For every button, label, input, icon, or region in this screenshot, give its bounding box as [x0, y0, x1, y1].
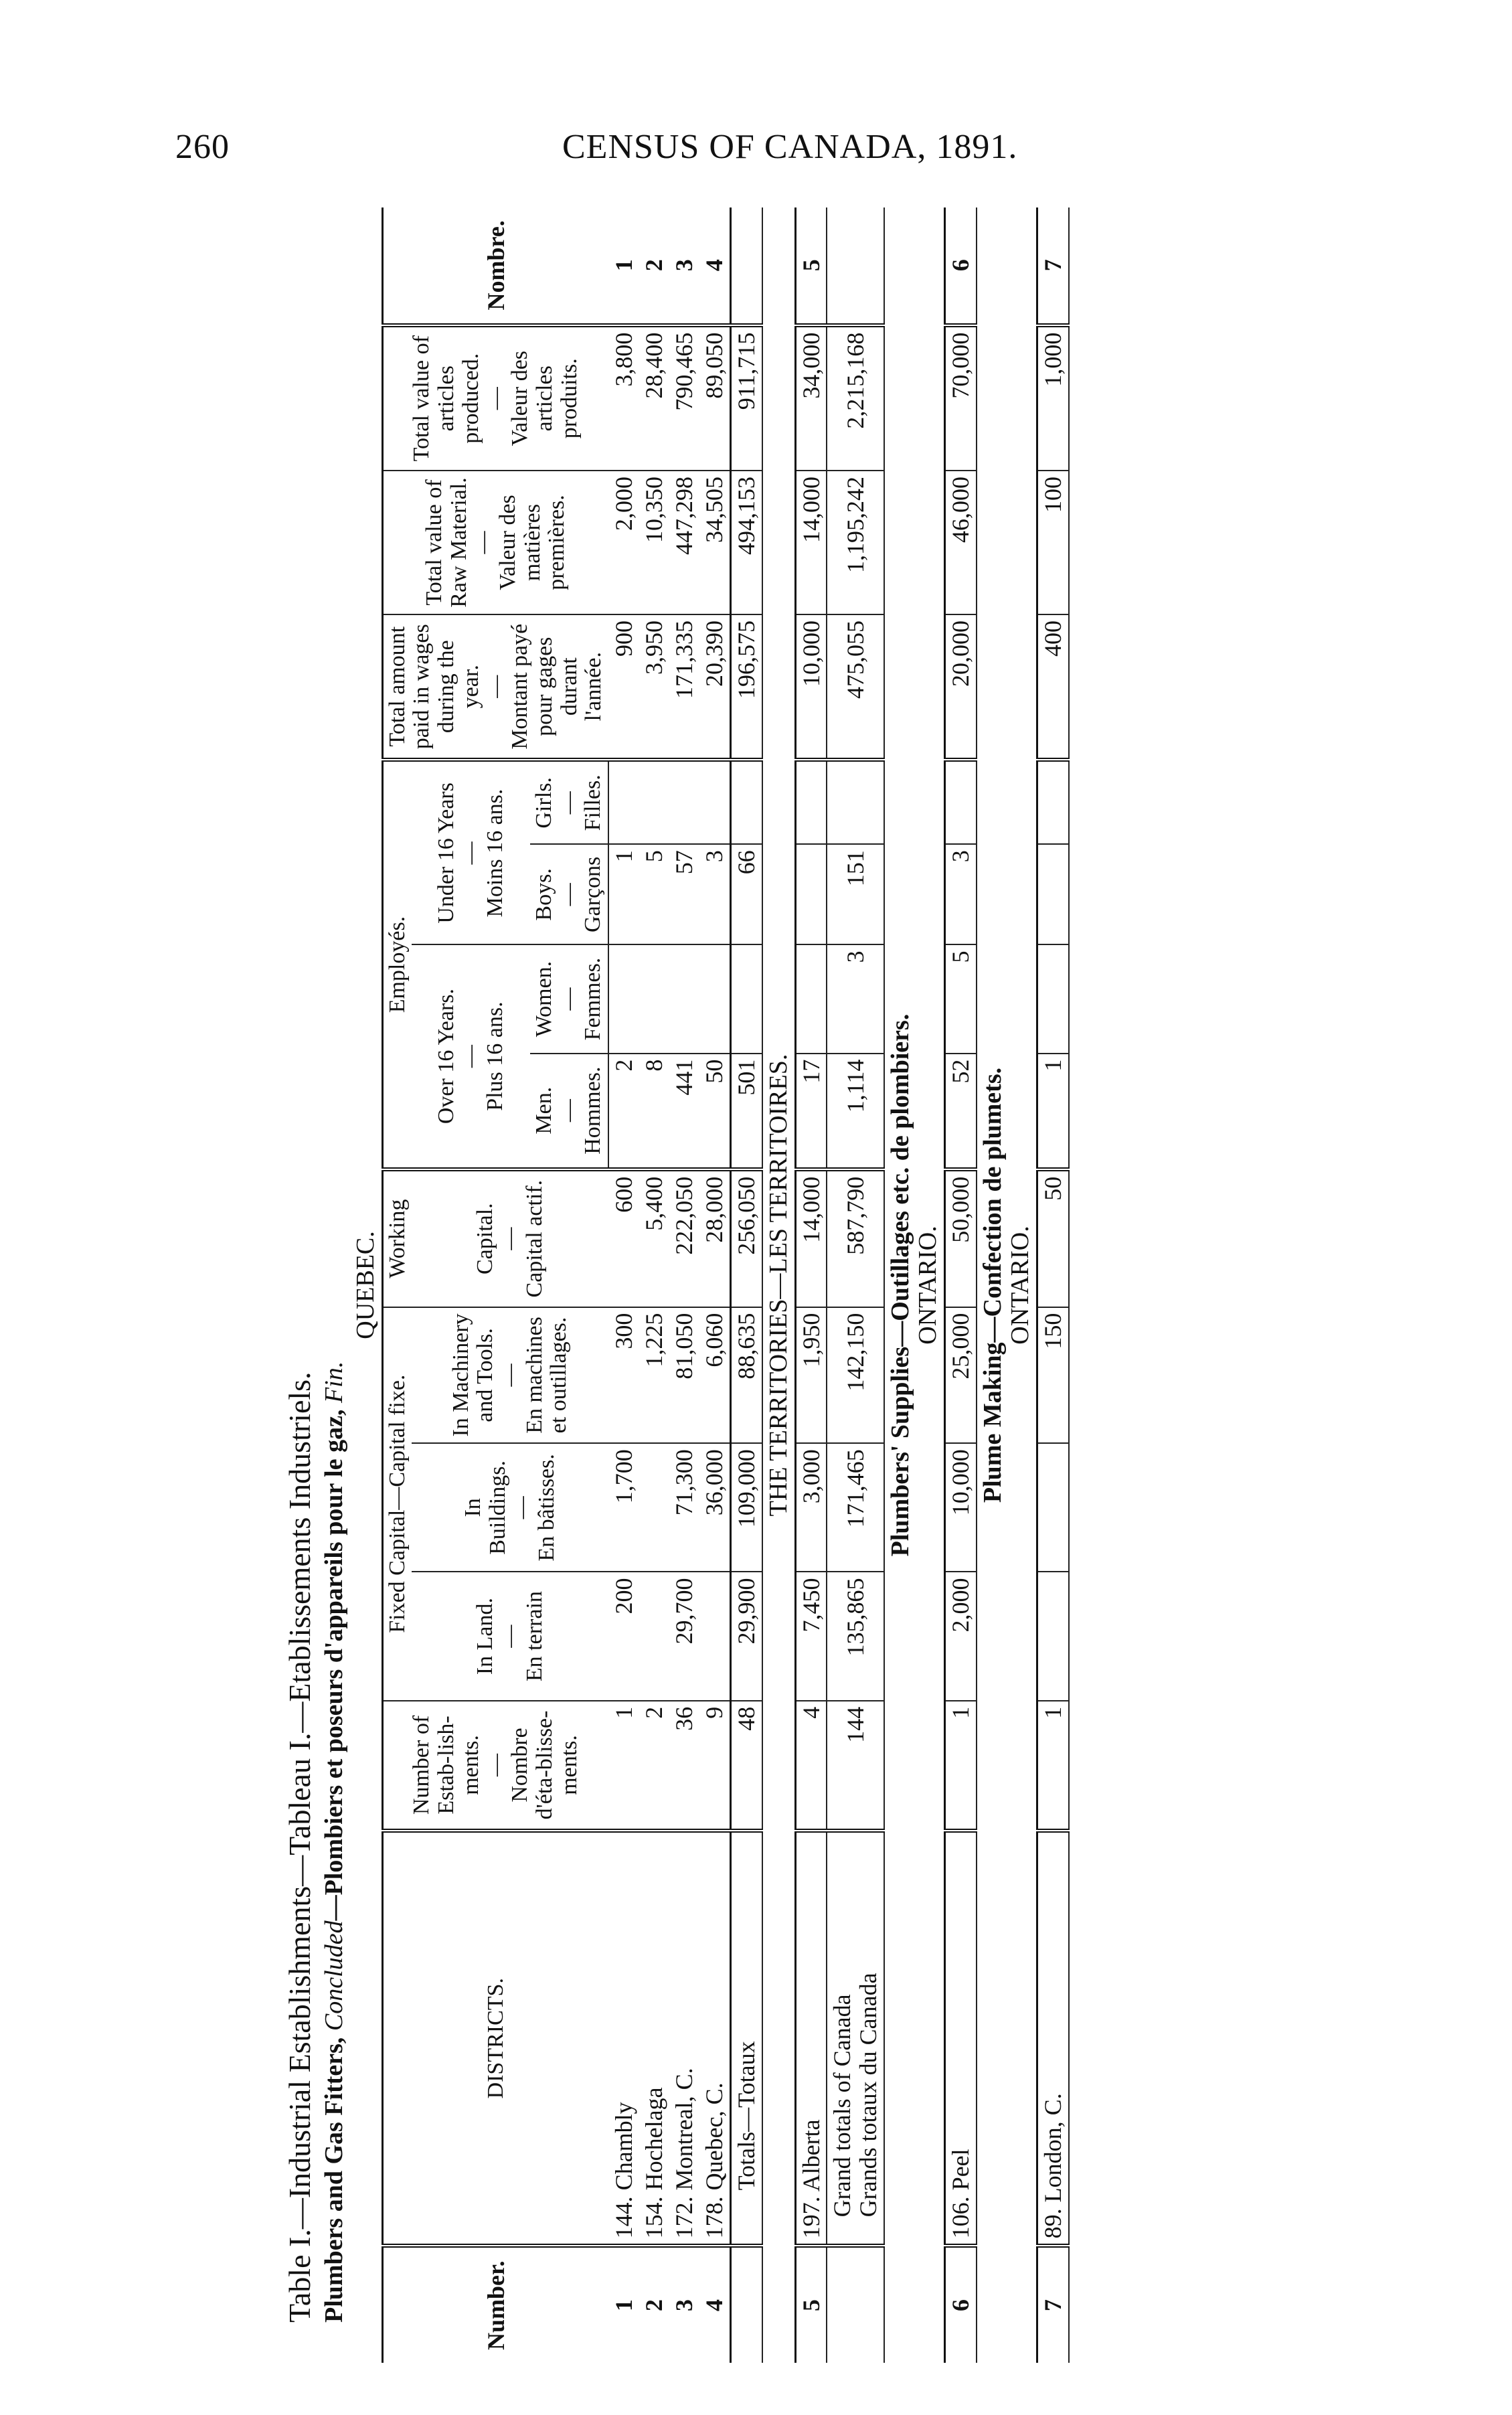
- cell-machinery: 81,050: [669, 1307, 699, 1444]
- cell-raw: 100: [1037, 471, 1069, 614]
- cell-machinery: 6,060: [699, 1307, 730, 1444]
- cell-boys: 3: [945, 844, 977, 944]
- row-number: 5: [795, 2246, 827, 2363]
- grand-machinery: 142,150: [827, 1307, 884, 1444]
- header-dash: —: [483, 387, 508, 410]
- cell-wages: 171,335: [669, 614, 699, 760]
- header-dash: —: [497, 1363, 522, 1387]
- table-row: [795, 207, 827, 2363]
- cell-boys: 57: [669, 844, 699, 944]
- grand-boys: 151: [827, 844, 884, 944]
- cell-land: 7,450: [795, 1572, 827, 1700]
- row-number-right: 1: [608, 207, 639, 325]
- cell-wages: 10,000: [795, 614, 827, 760]
- district-name: 178. Quebec, C.: [699, 1831, 730, 2246]
- cell-machinery: 300: [608, 1307, 639, 1444]
- cell-land: 200: [608, 1572, 639, 1700]
- header-dash: —: [483, 1753, 508, 1776]
- row-number: 4: [700, 2299, 728, 2312]
- cell-boys: 3: [699, 844, 730, 944]
- cell-estab: 2: [639, 1701, 669, 1831]
- table-row: [945, 207, 977, 2363]
- cell-articles: 790,465: [669, 325, 699, 471]
- header-buildings: [412, 1443, 608, 1572]
- table-row: [1037, 207, 1069, 2363]
- header-women: [530, 944, 608, 1053]
- header-women-en: Women.: [531, 961, 557, 1037]
- header-under16: [412, 760, 530, 944]
- grand-girls: [827, 760, 884, 844]
- row-number: 1: [610, 2299, 637, 2312]
- totals-row: [730, 207, 762, 2363]
- cell-wages: 400: [1037, 614, 1069, 760]
- header-capital-en: Capital.: [473, 1203, 498, 1275]
- cell-buildings: [1037, 1443, 1069, 1572]
- header-fixed-capital: Fixed Capital—Capital fixe.: [382, 1307, 412, 1701]
- header-capital-fr: Capital actif.: [521, 1179, 547, 1298]
- row-number: 2: [641, 2299, 668, 2312]
- cell-estab: 1: [608, 1701, 639, 1831]
- header-establishments: [382, 1701, 608, 1831]
- table-subtitle: [319, 207, 350, 2363]
- cell-boys: [1037, 844, 1069, 944]
- subtitle-end: Fin.: [319, 1361, 348, 1404]
- header-districts: DISTRICTS.: [382, 1831, 608, 2246]
- header-machinery: [412, 1307, 608, 1444]
- province-heading: ONTARIO.: [914, 1226, 942, 1345]
- cell-working: 222,050: [669, 1169, 699, 1307]
- grand-men: 1,114: [827, 1054, 884, 1169]
- section-heading-territories: THE TERRITORIES—LES TERRITOIRES.: [764, 1054, 792, 1517]
- cell-boys: 5: [639, 844, 669, 944]
- header-raw-fr: Valeur des matières premières.: [495, 495, 570, 590]
- cell-men: 17: [795, 1054, 827, 1169]
- header-buildings-fr: En bâtisses.: [534, 1454, 560, 1562]
- grand-articles: 2,215,168: [827, 325, 884, 471]
- grand-totals-fr: Grands totaux du Canada: [855, 1973, 882, 2218]
- header-dash: —: [509, 1496, 535, 1519]
- district-name: 89. London, C.: [1037, 1831, 1069, 2246]
- header-number: [382, 2246, 608, 2363]
- cell-boys: [795, 844, 827, 944]
- header-dash: —: [497, 1227, 522, 1250]
- row-number: 7: [1037, 2246, 1069, 2363]
- total-boys: 66: [730, 844, 762, 944]
- header-land: [412, 1572, 608, 1700]
- grand-land: 135,865: [827, 1572, 884, 1700]
- header-wages-en: Total amount paid in wages during the year.: [384, 624, 483, 750]
- total-buildings: 109,000: [730, 1443, 762, 1572]
- cell-buildings: 1,700: [608, 1443, 639, 1572]
- row-number: 3: [670, 2299, 697, 2312]
- cell-articles: 1,000: [1037, 325, 1069, 471]
- cell-estab: 9: [699, 1701, 730, 1831]
- header-articles-fr: Valeur des articles produits.: [507, 350, 582, 446]
- header-working: Working: [382, 1169, 412, 1307]
- cell-girls: [669, 760, 699, 844]
- header-girls: [530, 760, 608, 844]
- header-men: [530, 1054, 608, 1169]
- cell-articles: 89,050: [699, 325, 730, 471]
- header-wages-fr: Montant payé pour gages durant l'année.: [507, 623, 606, 750]
- cell-buildings: 10,000: [945, 1443, 977, 1572]
- header-estab-fr: Nombre d'éta-blisse-ments.: [507, 1710, 582, 1820]
- header-land-en: In Land.: [473, 1598, 498, 1675]
- grand-raw: 1,195,242: [827, 471, 884, 614]
- cell-women: [795, 944, 827, 1053]
- cell-buildings: [639, 1443, 669, 1572]
- cell-articles: 70,000: [945, 325, 977, 471]
- grand-women: 3: [827, 944, 884, 1053]
- subtitle-rest: —Plombiers et poseurs d'appareils pour le gaz,: [319, 1409, 348, 1921]
- header-machinery-fr: En machines et outillages.: [521, 1317, 572, 1434]
- table-row: [699, 207, 730, 2363]
- table-title: Table I.—Industrial Establishments—Tableau I.—Etablissements Industriels.: [282, 1371, 317, 2323]
- cell-estab: 36: [669, 1701, 699, 1831]
- header-dash: —: [556, 791, 581, 815]
- cell-girls: [608, 760, 639, 844]
- total-estab: 48: [730, 1701, 762, 1831]
- cell-raw: 10,350: [639, 471, 669, 614]
- row-number: 6: [945, 2246, 977, 2363]
- row-number-right: 5: [795, 207, 827, 325]
- cell-working: 14,000: [795, 1169, 827, 1307]
- header-dash: —: [458, 1045, 483, 1068]
- cell-estab: 4: [795, 1701, 827, 1831]
- totals-label: Totals—Totaux: [730, 1831, 762, 2246]
- header-dash: —: [471, 531, 496, 554]
- header-dash: —: [483, 675, 508, 698]
- section-title: Plumbers' Supplies—Outillages etc. de plombiers.: [886, 1013, 915, 1557]
- cell-women: 5: [945, 944, 977, 1053]
- header-under16-fr: Moins 16 ans.: [483, 788, 508, 918]
- cell-wages: 20,390: [699, 614, 730, 760]
- cell-men: 1: [1037, 1054, 1069, 1169]
- header-boys-fr: Garçons: [580, 856, 606, 933]
- header-nombre: [382, 207, 608, 325]
- cell-men: 52: [945, 1054, 977, 1169]
- cell-machinery: 1,225: [639, 1307, 669, 1444]
- cell-women: [699, 944, 730, 1053]
- cell-working: 50: [1037, 1169, 1069, 1307]
- subtitle-italic: Concluded: [319, 1920, 348, 2031]
- cell-working: 28,000: [699, 1169, 730, 1307]
- cell-land: 29,700: [669, 1572, 699, 1700]
- district-name: 144. Chambly: [608, 1831, 639, 2246]
- cell-land: [699, 1572, 730, 1700]
- header-raw: [382, 471, 608, 614]
- total-raw: 494,153: [730, 471, 762, 614]
- grand-totals-row: [827, 207, 884, 2363]
- cell-land: 2,000: [945, 1572, 977, 1700]
- cell-articles: 28,400: [639, 325, 669, 471]
- grand-buildings: 171,465: [827, 1443, 884, 1572]
- header-machinery-en: In Machinery and Tools.: [448, 1313, 498, 1437]
- header-women-fr: Femmes.: [580, 957, 606, 1041]
- cell-working: 5,400: [639, 1169, 669, 1307]
- cell-buildings: 71,300: [669, 1443, 699, 1572]
- header-men-fr: Hommes.: [580, 1066, 606, 1155]
- grand-totals-en: Grand totals of Canada: [829, 1994, 856, 2218]
- subtitle-bold: Plumbers and Gas Fitters,: [319, 2037, 348, 2323]
- cell-articles: 34,000: [795, 325, 827, 471]
- running-title: CENSUS OF CANADA, 1891.: [562, 128, 1018, 166]
- table-row: [669, 207, 699, 2363]
- header-land-fr: En terrain: [521, 1591, 547, 1682]
- header-over16-en: Over 16 Years.: [433, 989, 458, 1125]
- header-nombre-label: Nombre.: [482, 220, 509, 311]
- cell-wages: 3,950: [639, 614, 669, 760]
- cell-girls: [699, 760, 730, 844]
- cell-raw: 34,505: [699, 471, 730, 614]
- cell-girls: [1037, 760, 1069, 844]
- header-articles: [382, 325, 608, 471]
- row-number-right: 7: [1037, 207, 1069, 325]
- header-dash: —: [458, 841, 483, 865]
- header-buildings-en: In Buildings.: [460, 1461, 510, 1555]
- table-container: [281, 207, 1459, 2363]
- total-wages: 196,575: [730, 614, 762, 760]
- grand-estab: 144: [827, 1701, 884, 1831]
- grand-totals-label: [827, 1831, 884, 2246]
- header-estab-en: Number of Estab-lish-ments.: [409, 1715, 483, 1815]
- province-heading: ONTARIO.: [1006, 1226, 1035, 1345]
- cell-buildings: 3,000: [795, 1443, 827, 1572]
- header-boys: [530, 844, 608, 944]
- row-number-right: 3: [669, 207, 699, 325]
- header-employes: Employés.: [382, 760, 412, 1169]
- header-boys-en: Boys.: [531, 868, 557, 921]
- province-heading-quebec: QUEBEC.: [351, 1231, 380, 1339]
- cell-men: 8: [639, 1054, 669, 1169]
- header-over16-fr: Plus 16 ans.: [483, 1001, 508, 1111]
- cell-estab: 1: [945, 1701, 977, 1831]
- header-number-label: Number.: [482, 2260, 509, 2350]
- cell-women: [669, 944, 699, 1053]
- cell-girls: [795, 760, 827, 844]
- cell-estab: 1: [1037, 1701, 1069, 1831]
- total-men: 501: [730, 1054, 762, 1169]
- cell-machinery: 150: [1037, 1307, 1069, 1444]
- district-name: 106. Peel: [945, 1831, 977, 2246]
- rotated-table-area: [281, 207, 1459, 2363]
- cell-women: [1037, 944, 1069, 1053]
- table-row: [639, 207, 669, 2363]
- cell-raw: 447,298: [669, 471, 699, 614]
- header-dash: —: [556, 987, 581, 1011]
- header-under16-en: Under 16 Years: [433, 782, 458, 924]
- cell-girls: [945, 760, 977, 844]
- cell-land: [1037, 1572, 1069, 1700]
- header-dash: —: [556, 1099, 581, 1122]
- cell-women: [639, 944, 669, 1053]
- cell-raw: 14,000: [795, 471, 827, 614]
- total-articles: 911,715: [730, 325, 762, 471]
- grand-working: 587,790: [827, 1169, 884, 1307]
- header-articles-en: Total value of articles produced.: [409, 335, 483, 462]
- district-name: 197. Alberta: [795, 1831, 827, 2246]
- cell-buildings: 36,000: [699, 1443, 730, 1572]
- total-land: 29,900: [730, 1572, 762, 1700]
- header-dash: —: [556, 883, 581, 906]
- header-men-en: Men.: [531, 1086, 557, 1135]
- cell-land: [639, 1572, 669, 1700]
- cell-women: [608, 944, 639, 1053]
- table-row: [608, 207, 639, 2363]
- district-name: 154. Hochelaga: [639, 1831, 669, 2246]
- cell-men: 441: [669, 1054, 699, 1169]
- cell-girls: [639, 760, 669, 844]
- row-number-right: 4: [699, 207, 730, 325]
- cell-raw: 2,000: [608, 471, 639, 614]
- cell-men: 50: [699, 1054, 730, 1169]
- total-machinery: 88,635: [730, 1307, 762, 1444]
- cell-working: 600: [608, 1169, 639, 1307]
- header-capital: [412, 1169, 608, 1307]
- cell-machinery: 1,950: [795, 1307, 827, 1444]
- section-plumbers-supplies: [884, 207, 945, 2363]
- cell-working: 50,000: [945, 1169, 977, 1307]
- cell-wages: 900: [608, 614, 639, 760]
- total-working: 256,050: [730, 1169, 762, 1307]
- header-wages: [382, 614, 608, 760]
- row-number-right: 6: [945, 207, 977, 325]
- header-girls-fr: Filles.: [580, 774, 606, 831]
- grand-wages: 475,055: [827, 614, 884, 760]
- section-plume-making: [977, 207, 1037, 2363]
- cell-boys: 1: [608, 844, 639, 944]
- cell-raw: 46,000: [945, 471, 977, 614]
- total-girls: [730, 760, 762, 844]
- section-title: Plume Making—Confection de plumets.: [979, 1067, 1007, 1503]
- cell-men: 2: [608, 1054, 639, 1169]
- page-number: 260: [175, 128, 230, 166]
- header-girls-en: Girls.: [531, 777, 557, 829]
- header-dash: —: [497, 1625, 522, 1648]
- cell-machinery: 25,000: [945, 1307, 977, 1444]
- row-number-right: 2: [639, 207, 669, 325]
- cell-articles: 3,800: [608, 325, 639, 471]
- census-table: [281, 207, 1070, 2363]
- header-raw-en: Total value of Raw Material.: [421, 477, 471, 608]
- header-over16: [412, 944, 530, 1169]
- total-women: [730, 944, 762, 1053]
- cell-wages: 20,000: [945, 614, 977, 760]
- district-name: 172. Montreal, C.: [669, 1831, 699, 2246]
